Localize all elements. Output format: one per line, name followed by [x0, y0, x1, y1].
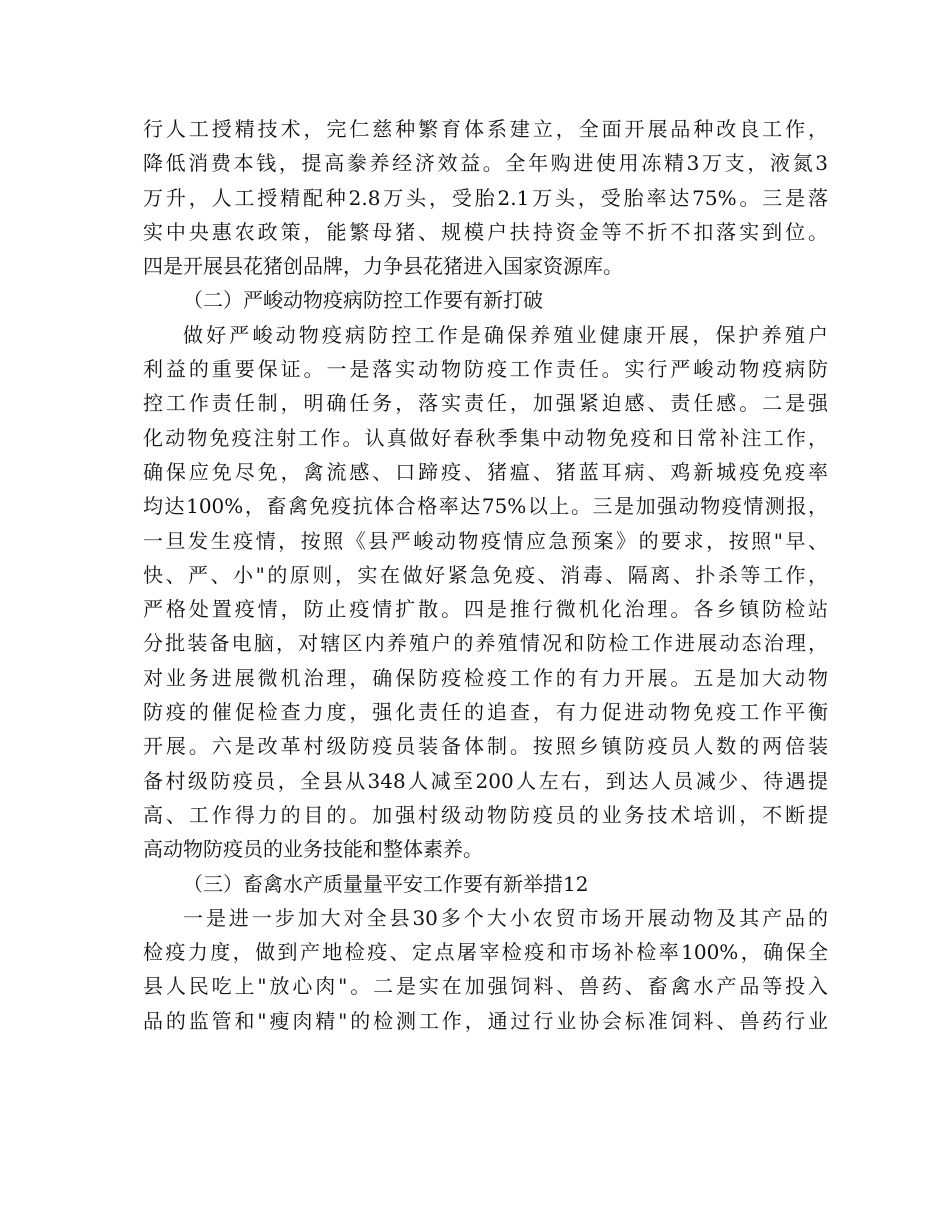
text-line: 分批装备电脑，对辖区内养殖户的养殖情况和防检工作进展动态治理， [143, 631, 828, 656]
text-line: 控工作责任制，明确任务，落实责任，加强紧迫感、责任感。二是强 [143, 391, 828, 416]
text-line: 一是进一步加大对全县30多个大小农贸市场开展动物及其产品的 [183, 905, 828, 930]
text-line: 做好严峻动物疫病防控工作是确保养殖业健康开展，保护养殖户 [183, 322, 828, 347]
text-line: 万升，人工授精配种2.8万头，受胎2.1万头，受胎率达75%。三是落 [143, 185, 828, 210]
text-line: 县人民吃上"放心肉"。二是实在加强饲料、兽药、畜禽水产品等投入 [143, 974, 828, 999]
text-line: 一旦发生疫情，按照《县严峻动物疫情应急预案》的要求，按照"早、 [143, 528, 828, 553]
text-line: （三）畜禽水产质量量平安工作要有新举措12 [183, 871, 589, 896]
document-body [143, 112, 828, 1038]
text-line: 品的监管和"瘦肉精"的检测工作，通过行业协会标准饲料、兽药行业 [143, 1008, 828, 1033]
text-line: 化动物免疫注射工作。认真做好春秋季集中动物免疫和日常补注工作， [143, 425, 828, 450]
text-line: （二）严峻动物疫病防控工作要有新打破 [183, 288, 543, 313]
text-line: 快、严、小"的原则，实在做好紧急免疫、消毒、隔离、扑杀等工作， [143, 562, 828, 587]
text-line: 确保应免尽免，禽流感、口蹄疫、猪瘟、猪蓝耳病、鸡新城疫免疫率 [143, 459, 828, 484]
text-line: 均达100%，畜禽免疫抗体合格率达75%以上。三是加强动物疫情测报， [143, 494, 828, 519]
text-line: 四是开展县花猪创品牌，力争县花猪进入国家资源库。 [143, 254, 623, 279]
text-line: 开展。六是改革村级防疫员装备体制。按照乡镇防疫员人数的两倍装 [143, 734, 828, 759]
text-line: 检疫力度，做到产地检疫、定点屠宰检疫和市场补检率100%，确保全 [143, 940, 828, 965]
text-line: 高、工作得力的目的。加强村级动物防疫员的业务技术培训，不断提 [143, 802, 828, 827]
text-line: 备村级防疫员，全县从348人减至200人左右，到达人员减少、待遇提 [143, 768, 828, 793]
text-line: 实中央惠农政策，能繁母猪、规模户扶持资金等不折不扣落实到位。 [143, 219, 828, 244]
text-line: 高动物防疫员的业务技能和整体素养。 [143, 837, 483, 862]
text-line: 严格处置疫情，防止疫情扩散。四是推行微机化治理。各乡镇防检站 [143, 597, 828, 622]
text-line: 利益的重要保证。一是落实动物防疫工作责任。实行严峻动物疫病防 [143, 357, 828, 382]
text-line: 降低消费本钱，提高豢养经济效益。全年购进使用冻精3万支，液氮3 [143, 151, 828, 176]
text-line: 防疫的催促检查力度，强化责任的追查，有力促进动物免疫工作平衡 [143, 700, 828, 725]
text-line: 行人工授精技术，完仁慈种繁育体系建立，全面开展品种改良工作， [143, 117, 828, 141]
text-line: 对业务进展微机治理，确保防疫检疫工作的有力开展。五是加大动物 [143, 665, 828, 690]
